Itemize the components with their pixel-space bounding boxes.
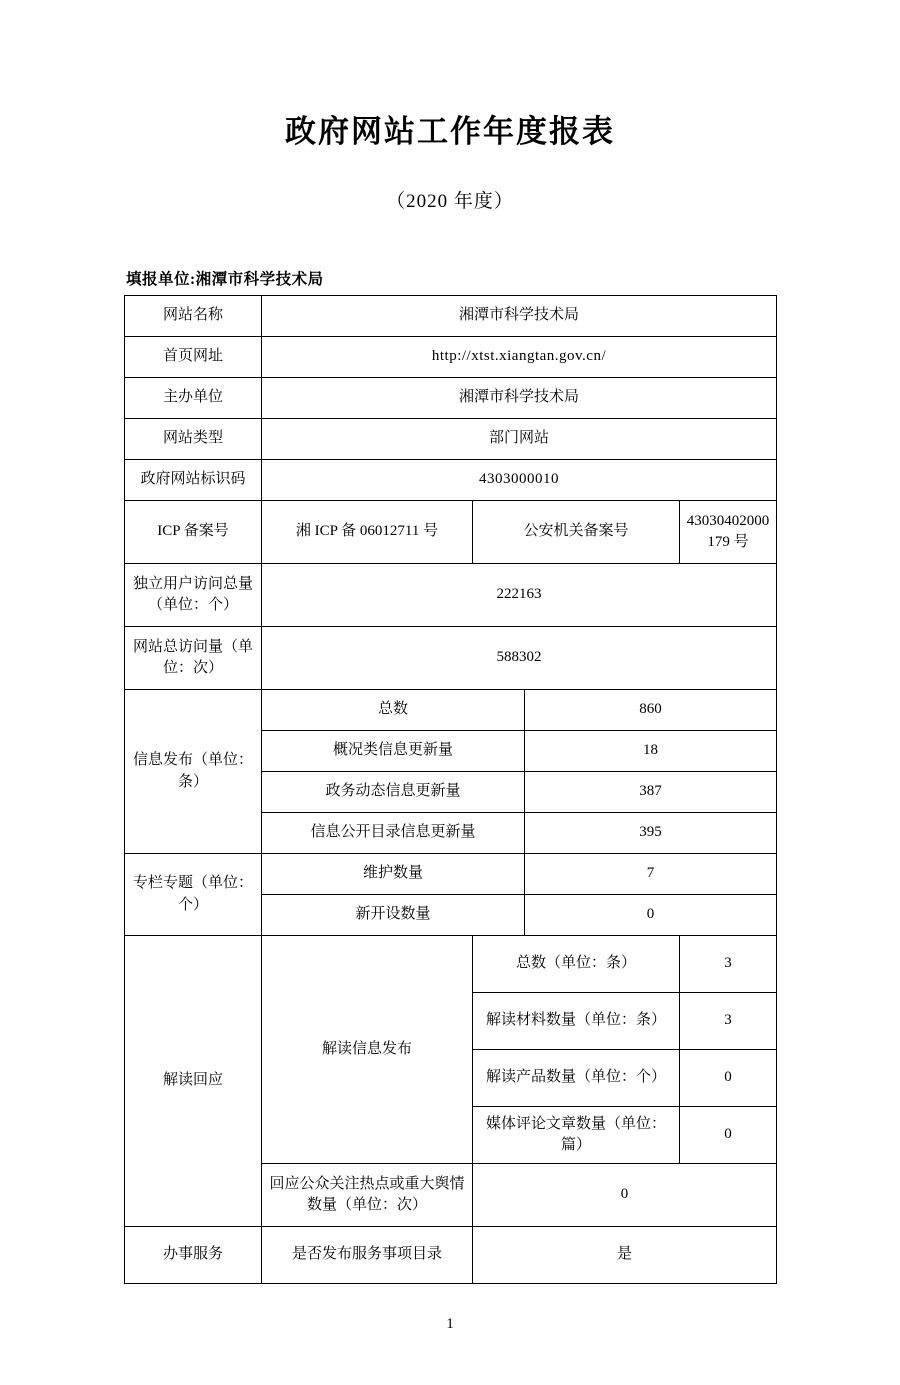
reporting-unit: 填报单位:湘潭市科学技术局 [126, 271, 324, 289]
total-visits-value: 588302 [262, 627, 777, 690]
homepage-label: 首页网址 [125, 337, 262, 378]
column-topic-label: 专栏专题（单位：个） [125, 854, 262, 936]
site-code-value: 4303000010 [262, 460, 777, 501]
table-row [125, 690, 777, 731]
site-type-label: 网站类型 [125, 419, 262, 460]
service-catalog-value: 是 [473, 1227, 777, 1284]
table-row [125, 936, 777, 993]
info-overview-label: 概况类信息更新量 [262, 731, 525, 772]
annual-report-table [124, 295, 777, 1284]
page-number: 1 [446, 1316, 454, 1332]
info-catalog-value: 395 [525, 813, 777, 854]
table-row [125, 501, 777, 564]
table-row [125, 378, 777, 419]
table-row [125, 627, 777, 690]
media-comment-label: 媒体评论文章数量（单位：篇） [473, 1107, 680, 1164]
icp-label: ICP 备案号 [125, 501, 262, 564]
column-maintained-value: 7 [525, 854, 777, 895]
interpretation-product-value: 0 [680, 1050, 777, 1107]
table-row [125, 564, 777, 627]
table-row [125, 1227, 777, 1284]
table-row [125, 460, 777, 501]
site-type-value: 部门网站 [262, 419, 777, 460]
total-visits-label: 网站总访问量（单位：次） [125, 627, 262, 690]
icp-value: 湘 ICP 备 06012711 号 [262, 501, 473, 564]
interpretation-total-label: 总数（单位：条） [473, 936, 680, 993]
document-page [0, 112, 900, 1385]
homepage-value: http://xtst.xiangtan.gov.cn/ [262, 337, 777, 378]
service-catalog-label: 是否发布服务事项目录 [262, 1227, 473, 1284]
info-catalog-label: 信息公开目录信息更新量 [262, 813, 525, 854]
info-release-label: 信息发布（单位：条） [125, 690, 262, 854]
site-name-value: 湘潭市科学技术局 [262, 296, 777, 337]
column-new-value: 0 [525, 895, 777, 936]
interpretation-response-label: 解读回应 [125, 936, 262, 1227]
info-total-label: 总数 [262, 690, 525, 731]
interpretation-product-label: 解读产品数量（单位：个） [473, 1050, 680, 1107]
page-subtitle: （2020 年度） [386, 191, 514, 213]
public-response-label: 回应公众关注热点或重大舆情数量（单位：次） [262, 1164, 473, 1227]
table-row [125, 419, 777, 460]
site-name-label: 网站名称 [125, 296, 262, 337]
sponsor-value: 湘潭市科学技术局 [262, 378, 777, 419]
unique-visitors-value: 222163 [262, 564, 777, 627]
page-title: 政府网站工作年度报表 [285, 114, 615, 150]
unique-visitors-label: 独立用户访问总量（单位：个） [125, 564, 262, 627]
interpretation-material-label: 解读材料数量（单位：条） [473, 993, 680, 1050]
sponsor-label: 主办单位 [125, 378, 262, 419]
site-code-label: 政府网站标识码 [125, 460, 262, 501]
info-dynamic-value: 387 [525, 772, 777, 813]
table-row [125, 296, 777, 337]
info-overview-value: 18 [525, 731, 777, 772]
interpretation-material-value: 3 [680, 993, 777, 1050]
interpretation-release-label: 解读信息发布 [262, 936, 473, 1164]
media-comment-value: 0 [680, 1107, 777, 1164]
police-record-value: 43030402000179 号 [680, 501, 777, 564]
info-total-value: 860 [525, 690, 777, 731]
police-record-label: 公安机关备案号 [473, 501, 680, 564]
table-row [125, 337, 777, 378]
public-response-value: 0 [473, 1164, 777, 1227]
info-dynamic-label: 政务动态信息更新量 [262, 772, 525, 813]
interpretation-total-value: 3 [680, 936, 777, 993]
table-row [125, 854, 777, 895]
column-maintained-label: 维护数量 [262, 854, 525, 895]
service-label: 办事服务 [125, 1227, 262, 1284]
column-new-label: 新开设数量 [262, 895, 525, 936]
